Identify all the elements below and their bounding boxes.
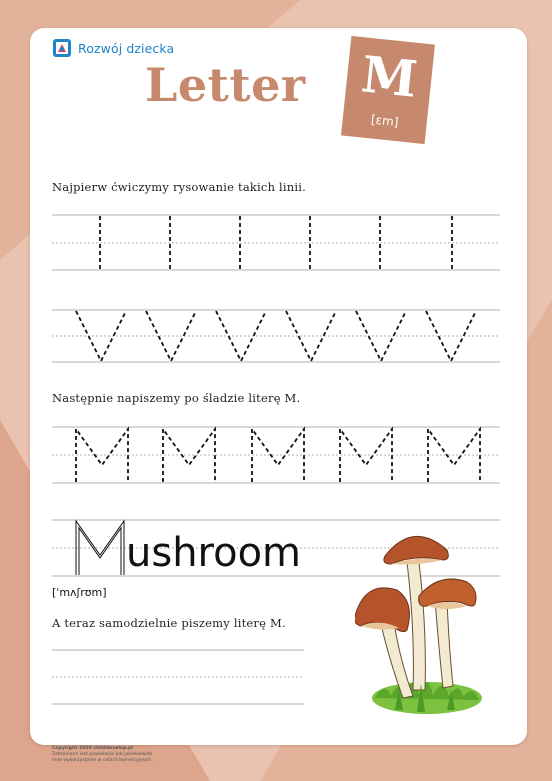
practice-row-m: [52, 427, 500, 483]
copyright-line-1: Copyright 2020 childdevelop.pl: [52, 746, 133, 751]
instruction-2: Następnie napiszemy po śladzie literę M.: [52, 391, 301, 405]
copyright-footer: [52, 746, 153, 765]
page-title: Letter: [145, 58, 306, 112]
traced-vertical-lines: [100, 216, 452, 269]
instruction-3: A teraz samodzielnie piszemy literę M.: [52, 616, 286, 630]
copyright-line-2: Zabronione jest powielanie lub jakiekolwiek: [52, 752, 153, 758]
mushroom-illustration: [355, 520, 490, 725]
example-word-rest: ushroom: [126, 530, 302, 576]
brand-name: Rozwój dziecka: [78, 40, 175, 56]
practice-row-v: [52, 310, 500, 362]
copyright-line-3: inne wykorzystanie w celach komercyjnych.: [52, 758, 153, 764]
empty-writing-lines: [52, 650, 304, 704]
instruction-1: Najpierw ćwiczymy rysowanie takich linii.: [52, 180, 307, 194]
practice-row-vertical: [52, 215, 500, 270]
badge-letter: M: [358, 44, 421, 109]
traced-m-letters: [76, 429, 480, 482]
badge-phonetic: [ɛm]: [370, 112, 400, 130]
example-phonetic: [ˈmʌʃrʊm]: [52, 586, 107, 599]
